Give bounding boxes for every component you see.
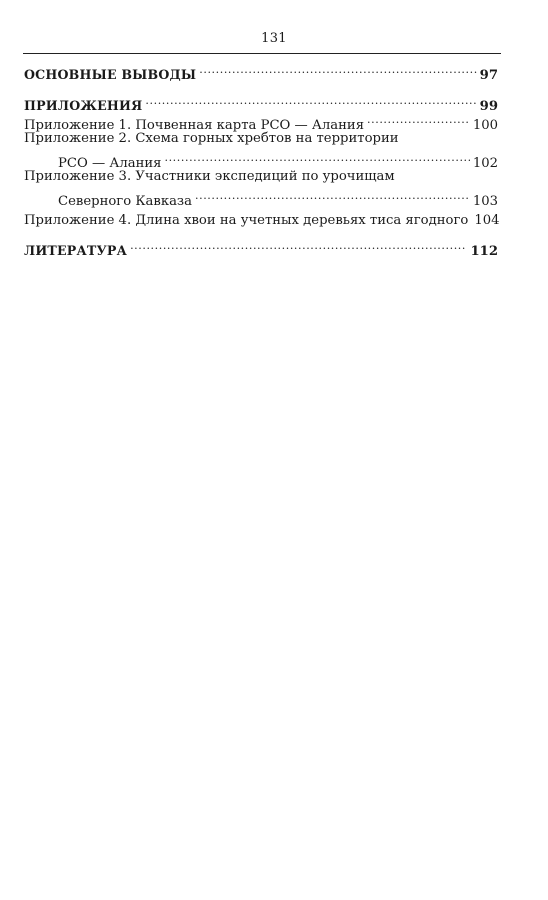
toc-entry-title-line-1: Приложение 2. Схема горных хребтов на территории <box>24 131 399 146</box>
dot-leader <box>164 148 469 167</box>
header-rule <box>23 53 501 54</box>
table-of-contents <box>24 60 500 259</box>
toc-entry-title: ЛИТЕРАТУРА <box>24 243 128 258</box>
toc-entry-page: 103 <box>472 194 498 209</box>
toc-entry-page: 112 <box>470 244 498 259</box>
toc-entry-title: ОСНОВНЫЕ ВЫВОДЫ <box>24 67 197 82</box>
toc-entry-title-line-2: Северного Кавказа <box>58 194 192 209</box>
toc-entry-page: 99 <box>479 99 498 114</box>
toc-entry-title: Приложение 1. Почвенная карта РСО — Алания <box>24 118 365 133</box>
dot-leader <box>367 110 470 129</box>
toc-entry-appendix-3[interactable] <box>24 167 498 209</box>
dot-leader <box>130 236 467 255</box>
toc-entry-title-line-1: Приложение 3. Участники экспедиций по урочищам <box>24 169 395 184</box>
dot-leader <box>195 186 470 205</box>
toc-entry-title: ПРИЛОЖЕНИЯ <box>24 98 143 113</box>
toc-entry-page: 97 <box>479 68 498 83</box>
toc-entry-page: 100 <box>472 118 498 133</box>
page-number: 131 <box>261 31 287 46</box>
toc-entry-page: 104 <box>474 213 500 228</box>
toc-entry-conclusions[interactable] <box>24 60 498 83</box>
toc-entry-appendices[interactable] <box>24 91 498 114</box>
toc-entry-literature[interactable] <box>24 236 498 259</box>
dot-leader <box>145 91 476 110</box>
toc-entry-page: 102 <box>472 156 498 171</box>
toc-entry-appendix-2[interactable] <box>24 129 498 171</box>
dot-leader <box>199 60 476 79</box>
toc-entry-title-line-2: РСО — Алания <box>58 156 162 171</box>
toc-entry-title: Приложение 4. Длина хвои на учетных деревьях тиса ягодного <box>24 213 469 228</box>
